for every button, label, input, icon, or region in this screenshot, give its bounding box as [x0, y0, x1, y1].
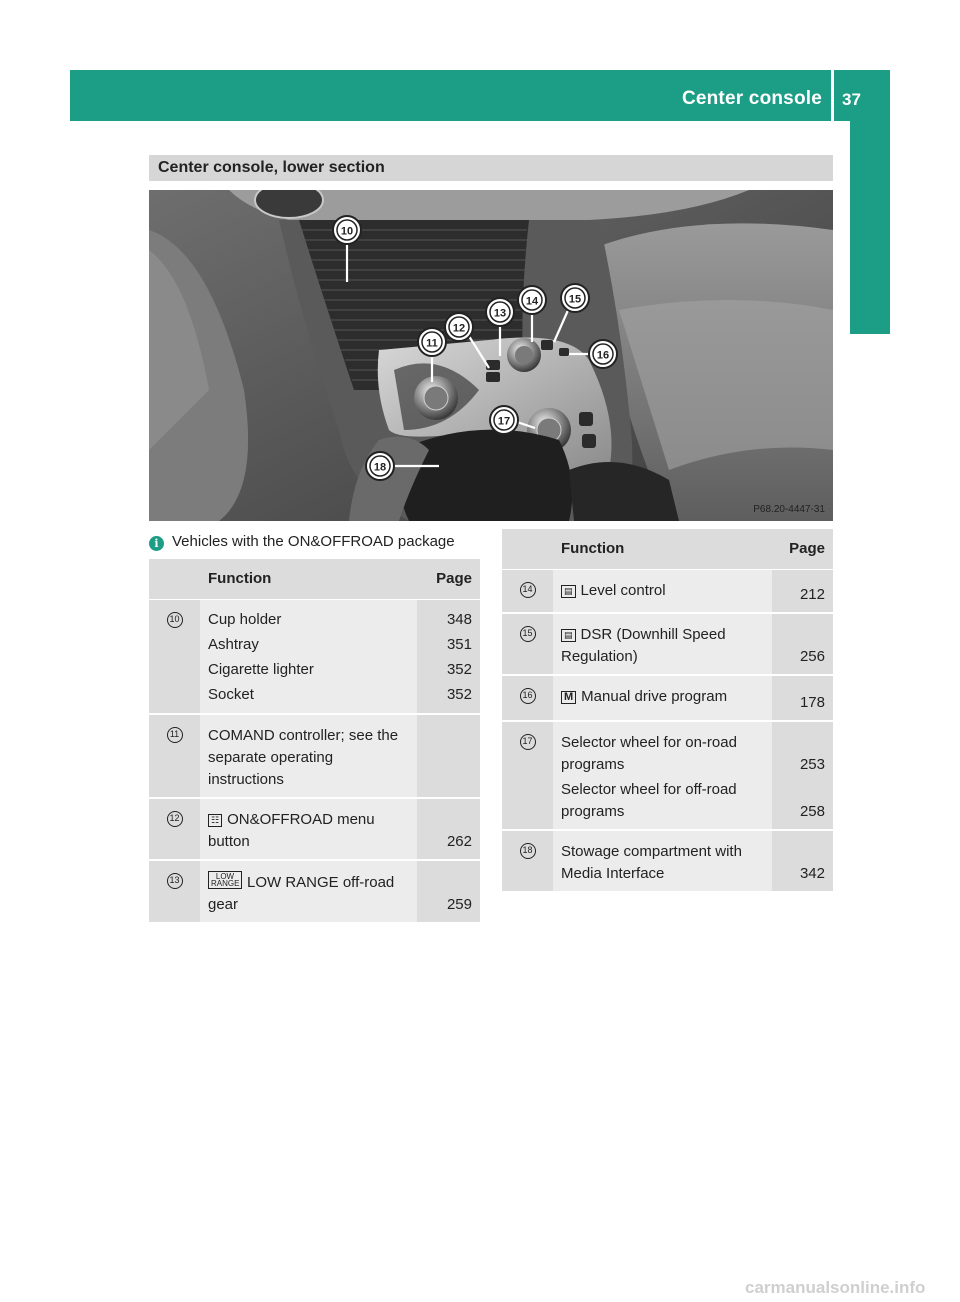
function-text: Selector wheel for on-road programs — [561, 733, 737, 773]
callout-10 — [333, 216, 361, 244]
function-text: LOW RANGE off-road gear — [208, 873, 395, 913]
page-ref: 259 — [446, 895, 472, 913]
left-function-table — [149, 559, 480, 924]
page-header-bar — [70, 70, 890, 121]
callout-12 — [445, 313, 473, 341]
side-tab-label-wrap — [851, 230, 891, 472]
callout-13 — [486, 298, 514, 326]
function-text: Cigarette lighter — [208, 660, 314, 678]
manual-drive-icon: M — [561, 691, 576, 704]
callout-14-label: 14 — [525, 295, 539, 308]
header-number-cell — [149, 559, 200, 599]
table-row — [502, 569, 833, 613]
table-row — [502, 830, 833, 892]
function-text: Manual drive program — [581, 687, 728, 705]
page-ref: 256 — [799, 647, 825, 665]
car-offroad-menu-icon: ☷ — [208, 814, 222, 827]
header-number-cell — [502, 529, 553, 569]
callout-12-label: 12 — [452, 322, 466, 335]
item-number-badge: 18 — [520, 843, 536, 859]
header-function: Function — [553, 529, 772, 569]
callout-15 — [561, 284, 589, 312]
page-ref: 178 — [799, 693, 825, 711]
section-title: Center console, lower section — [158, 159, 385, 176]
right-function-table — [502, 529, 833, 893]
item-number-badge: 16 — [520, 688, 536, 704]
callout-16 — [589, 340, 617, 368]
page-ref: 348 — [446, 610, 472, 628]
callout-17-label: 17 — [497, 415, 511, 428]
function-text: DSR (Downhill Speed Regulation) — [561, 625, 726, 665]
item-number-badge: 11 — [167, 727, 183, 743]
info-note-text: Vehicles with the ON&OFFROAD package — [172, 533, 455, 550]
item-number-badge: 14 — [520, 582, 536, 598]
callout-11-label: 11 — [426, 337, 438, 350]
table-row — [502, 675, 833, 721]
page-ref: 212 — [799, 585, 825, 603]
callout-17 — [490, 406, 518, 434]
table-row — [149, 714, 480, 798]
function-text: COMAND controller; see the separate operating instructions — [208, 726, 399, 788]
callout-16-label: 16 — [596, 349, 610, 362]
chapter-title: Center console — [681, 88, 822, 109]
function-text: Socket — [208, 685, 254, 703]
function-text: Selector wheel for off-road programs — [561, 780, 737, 820]
table-row — [149, 599, 480, 714]
low-range-icon: LOW RANGE — [208, 871, 242, 889]
table-row — [149, 798, 480, 860]
callout-10-label: 10 — [340, 225, 354, 238]
function-text: Stowage compartment with Media Interface — [561, 842, 742, 882]
callout-18-label: 18 — [373, 461, 387, 474]
function-text: Level control — [580, 581, 666, 599]
side-tab-label: At a glance — [860, 230, 881, 332]
console-illustration — [149, 190, 833, 521]
page-ref: 342 — [799, 864, 825, 882]
item-number-badge: 10 — [167, 612, 183, 628]
table-header-row — [149, 559, 480, 599]
footer-watermark: carmanualsonline.info — [745, 1278, 926, 1297]
header-divider — [831, 70, 834, 121]
item-number-badge: 12 — [167, 811, 183, 827]
function-text: ON&OFFROAD menu button — [208, 810, 375, 850]
table-header-row — [502, 529, 833, 569]
page-ref: 352 — [446, 685, 472, 703]
function-text: Cup holder — [208, 610, 282, 628]
section-heading — [149, 155, 833, 181]
callout-18 — [366, 452, 394, 480]
header-page: Page — [417, 559, 480, 599]
dsr-icon: ▤ — [561, 629, 576, 642]
callout-15-label: 15 — [568, 293, 582, 306]
info-icon: i — [149, 536, 164, 551]
photo-reference-code: P68.20-4447-31 — [753, 504, 825, 515]
table-row — [149, 860, 480, 923]
page-ref: 352 — [446, 660, 472, 678]
callout-13-label: 13 — [493, 307, 507, 320]
callout-14 — [518, 286, 546, 314]
page-number: 37 — [842, 90, 861, 109]
callout-11 — [418, 328, 446, 356]
page-ref: 253 — [799, 755, 825, 773]
item-number-badge: 15 — [520, 626, 536, 642]
function-text: Ashtray — [208, 635, 259, 653]
page-ref — [425, 715, 472, 731]
header-function: Function — [200, 559, 417, 599]
center-console-photo — [149, 190, 833, 521]
item-number-badge: 17 — [520, 734, 536, 750]
page-ref: 262 — [446, 832, 472, 850]
table-row — [502, 721, 833, 830]
level-control-icon: ▤ — [561, 585, 576, 598]
info-note — [149, 533, 489, 551]
table-row — [502, 613, 833, 675]
page-ref: 258 — [799, 802, 825, 820]
page-ref: 351 — [446, 635, 472, 653]
item-number-badge: 13 — [167, 873, 183, 889]
header-page: Page — [772, 529, 833, 569]
